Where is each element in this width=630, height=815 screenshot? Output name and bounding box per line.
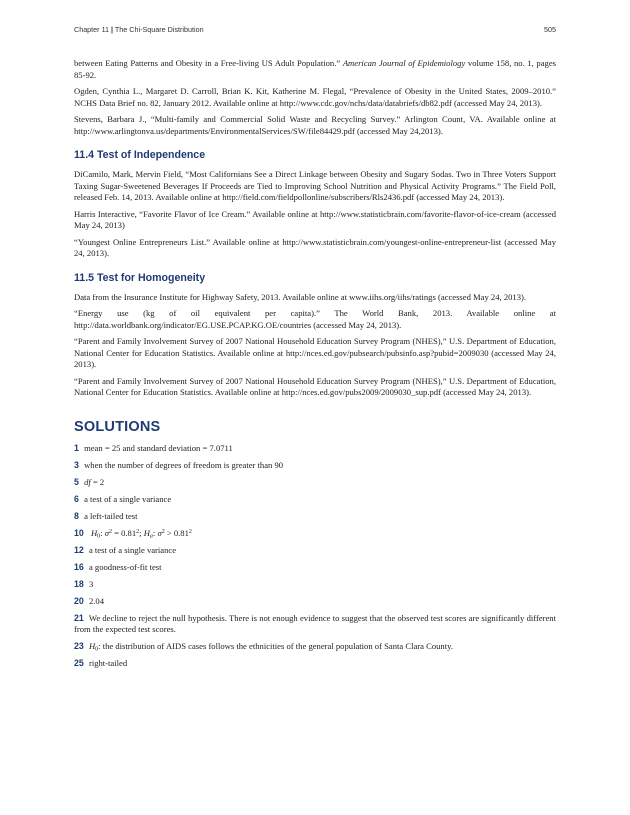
solution-item: 10 $H_0$: $\sigma^2 = 0.81^2$; $H_a$: $\sigma^2 > 0.81^2$ [74, 527, 192, 539]
solution-number: 23 [74, 641, 84, 651]
solutions-heading: SOLUTIONS [74, 418, 161, 435]
solution-number: 16 [74, 561, 84, 572]
solution-item: 5 df = 2 [74, 476, 105, 487]
solution-number: 12 [74, 544, 84, 555]
solution-number: 20 [74, 595, 84, 606]
solution-item: 25 right-tailed [74, 658, 128, 668]
reference-entry: Stevens, Barbara J., “Multi-family and Commercial Solid Waste and Recycling Survey.” Arlington Count, VA. Available online at http://www.arlingtonva.us/departments/EnvironmentalServices/SW/file84429.pdf (accessed May 24,2013). [74, 114, 556, 136]
reference-entry: “Energy use (kg of oil equivalent per capita).” The World Bank, 2013. Available online at http://data.worldbank.org/indicator/EG.USE.PCAP.KG.OE/countries (accessed May 24, 2013). [74, 308, 556, 330]
solution-number: 18 [74, 578, 84, 589]
solution-item: 8 a left-tailed test [74, 510, 138, 521]
solution-number: 21 [74, 612, 84, 623]
section-heading-test-of-independence: 11.4 Test of Independence [74, 149, 206, 161]
solution-number: 25 [74, 658, 84, 668]
solution-number: 5 [74, 476, 79, 487]
solution-item: 3 when the number of degrees of freedom is greater than 90 [74, 459, 284, 470]
section-heading-test-for-homogeneity: 11.5 Test for Homogeneity [74, 271, 206, 284]
solution-item: 23 $H_0$: the distribution of AIDS cases follows the ethnicities of the general population of Santa Clara County. [74, 641, 453, 653]
reference-entry: “Parent and Family Involvement Survey of 2007 National Household Education Survey Program (NHES),” U.S. Department of Education, National Center for Education Statistics. Available online at http://nces.ed.gov/pubsearch/pubsinfo.asp?pubid=2009030 (accessed May 24, 2013). [74, 336, 556, 369]
reference-entry: between Eating Patterns and Obesity in a Free-living US Adult Population.” American Journal of Epidemiology volume 158, no. 1, pages 85-92. [74, 58, 556, 80]
reference-entry: Harris Interactive, “Favorite Flavor of Ice Cream.” Available online at http://www.statisticbrain.com/favorite-flavor-of-ice-cream (accessed May 24, 2013) [74, 208, 556, 230]
solution-number: 1 [74, 442, 79, 453]
solution-item: 6 a test of a single variance [74, 493, 172, 504]
solution-item: 20 2.04 [74, 595, 104, 606]
reference-entry: “Parent and Family Involvement Survey of 2007 National Household Education Survey Program (NHES),” U.S. Department of Education, National Center for Education Statistics. Available online at http://nces.ed.gov/pubs2009/2009030_sup.pdf (accessed May 24, 2013). [74, 375, 556, 397]
page-number: 505 [544, 25, 556, 34]
header-chapter: Chapter 11 | The Chi-Square Distribution [74, 25, 204, 34]
solution-item: 21 We decline to reject the null hypothesis. There is not enough evidence to suggest that the observed test scores are significantly different from the expected test scores. [74, 612, 556, 634]
solution-number: 6 [74, 493, 79, 504]
solution-item: 12 a test of a single variance [74, 544, 177, 555]
solution-number: 3 [74, 459, 79, 470]
reference-entry: Ogden, Cynthia L., Margaret D. Carroll, Brian K. Kit, Katherine M. Flegal, “Prevalence of Obesity in the United States, 2009–2010.” NCHS Data Brief no. 82, January 2012. Available online at http://www.cdc.gov/nchs/data/databriefs/db82.pdf (accessed May 24, 2013). [74, 86, 556, 108]
reference-entry: Data from the Insurance Institute for Highway Safety, 2013. Available online at www.iihs.org/iihs/ratings (accessed May 24, 2013). [74, 291, 527, 302]
reference-entry: DiCamilo, Mark, Mervin Field, “Most Californians See a Direct Linkage between Obesity and Sugary Sodas. Two in Three Voters Support Taxing Sugar-Sweetened Beverages If Proceeds are Tied to Improving School Nutrition and Physical Activity Programs.” The Field Poll, released Feb. 14, 2013. Available online at http://field.com/fieldpollonline/subscribers/Rls2436.pdf (accessed May 24, 2013). [74, 169, 556, 202]
solution-item: 1 mean = 25 and standard deviation = 7.0711 [74, 442, 233, 453]
page-content [74, 58, 556, 675]
solution-number: 8 [74, 510, 79, 521]
solution-number: 10 [74, 527, 84, 538]
solution-item: 18 3 [74, 578, 94, 589]
reference-entry: “Youngest Online Entrepreneurs List.” Available online at http://www.statisticbrain.com/youngest-online-entrepreneur-list (accessed May 24, 2013). [74, 236, 556, 258]
solution-item: 16 a goodness-of-fit test [74, 561, 162, 572]
